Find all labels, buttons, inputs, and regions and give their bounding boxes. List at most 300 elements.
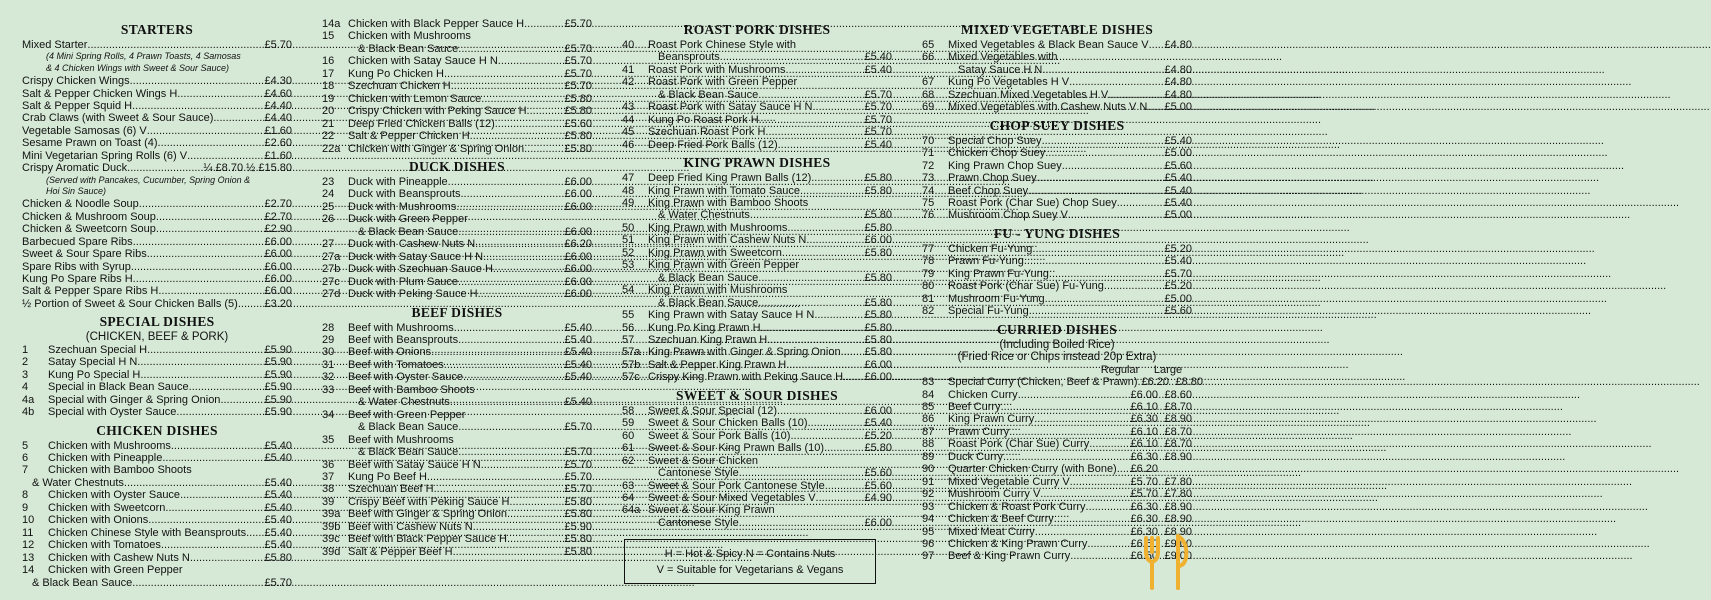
dot-leader <box>1028 185 1164 197</box>
menu-item <box>322 546 592 558</box>
item-name: Szechuan Beef H <box>348 483 434 496</box>
menu-column-1 <box>22 18 292 589</box>
item-number: 84 <box>922 388 935 401</box>
menu-item <box>622 309 892 321</box>
item-price: £5.90 <box>564 520 592 533</box>
item-number: 72 <box>922 159 935 172</box>
item-number: 77 <box>922 242 935 255</box>
menu-item <box>922 255 1192 267</box>
item-number: 97 <box>922 550 935 563</box>
dot-leader <box>220 394 264 406</box>
item-number: 75 <box>922 196 935 209</box>
item-number: 39a <box>322 508 341 521</box>
item-price: £5.90 <box>264 381 292 394</box>
dot-leader <box>187 150 264 162</box>
item-name: Beef with Green Pepper <box>348 408 466 421</box>
item-price: £6.10 <box>1130 425 1158 438</box>
item-number: 73 <box>922 172 935 185</box>
menu-item <box>322 359 592 371</box>
menu-item <box>622 172 892 184</box>
item-price: £5.80 <box>564 495 592 508</box>
item-number: 27a <box>322 250 341 263</box>
item-price: £5.90 <box>264 368 292 381</box>
item-name: Sweet & Sour Chicken <box>648 454 759 467</box>
item-name: Chicken with Onions <box>48 514 149 527</box>
item-name: Beef with Satay Sauce H N <box>348 458 481 471</box>
item-price: £6.00 <box>864 404 892 417</box>
item-price: £5.60 <box>864 467 892 480</box>
item-number: 64 <box>622 491 635 504</box>
item-name: Beef with Cashew Nuts N <box>348 520 473 533</box>
menu-item <box>622 504 892 516</box>
item-price: £2.70 <box>264 198 292 211</box>
item-name: Mixed Meat Curry <box>948 525 1035 538</box>
item-note: & 4 Chicken Wings with Sweet & Sour Sauce) <box>46 63 230 74</box>
dot-leader <box>238 298 265 310</box>
menu-item <box>22 75 292 87</box>
item-name: Kung Po Spare Ribs H <box>22 272 133 285</box>
dot-leader <box>161 539 265 551</box>
item-number: 21 <box>322 117 335 130</box>
menu-item <box>22 502 292 514</box>
menu-item <box>322 176 592 188</box>
menu-item <box>322 118 592 130</box>
menu-item <box>622 405 892 417</box>
menu-item <box>922 451 1192 463</box>
item-price: £5.90 <box>264 393 292 406</box>
item-price: £6.10 <box>1130 401 1158 414</box>
dot-leader <box>483 251 564 263</box>
dot-leader <box>524 143 564 155</box>
menu-item <box>922 185 1192 197</box>
menu-item <box>622 51 892 63</box>
dot-leader <box>790 430 864 442</box>
item-name: Chicken Curry <box>948 388 1018 401</box>
item-price-large: £8.70 <box>1164 438 1192 451</box>
menu-item <box>622 139 892 151</box>
item-number: 40 <box>622 39 635 51</box>
item-price: £5.40 <box>564 396 592 409</box>
dot-leader <box>475 238 564 250</box>
menu-column-4 <box>922 18 1204 563</box>
dot-leader <box>1045 293 1165 305</box>
menu-item <box>22 162 292 174</box>
menu-item <box>22 261 292 273</box>
item-price: £5.80 <box>564 508 592 521</box>
menu-column-2 <box>322 18 592 558</box>
dot-leader <box>1070 550 1130 562</box>
item-name: Sweet & Sour King Prawn Balls (10) <box>648 442 825 455</box>
item-price-large: £8.80 <box>1175 376 1204 389</box>
dot-leader <box>841 346 865 358</box>
item-name: Crispy Beef with Peking Sauce H <box>348 495 510 508</box>
item-name: Chicken with Black Pepper Sauce H <box>348 18 525 30</box>
item-number: 55 <box>622 309 635 322</box>
item-price: £5.70 <box>264 576 292 589</box>
menu-item <box>322 322 592 334</box>
item-name: Szechuan Special H <box>48 343 148 356</box>
menu-item <box>622 517 892 529</box>
menu-item <box>322 105 592 117</box>
item-name: Chicken with Green Pepper <box>48 564 183 577</box>
dot-leader <box>124 477 265 489</box>
item-price: £5.70 <box>564 446 592 459</box>
item-price: £6.00 <box>564 175 592 188</box>
dot-leader <box>1049 268 1165 280</box>
item-price: £5.70 <box>564 18 592 30</box>
menu-item <box>322 421 592 433</box>
dot-leader <box>189 381 265 393</box>
menu-item <box>22 100 292 112</box>
item-number: 34 <box>322 408 335 421</box>
dot-leader <box>481 459 565 471</box>
item-name: Roast Pork (Char Sue) Fu-Yung <box>948 280 1104 293</box>
item-price: £3.20 <box>264 297 292 310</box>
item-price: £6.30 <box>1130 500 1158 513</box>
menu-item <box>322 226 592 238</box>
item-price: £5.70 <box>564 55 592 68</box>
dot-leader <box>1037 172 1165 184</box>
item-price: £5.40 <box>264 539 292 552</box>
item-number: 56 <box>622 321 635 334</box>
item-number: 20 <box>322 105 335 118</box>
dot-leader <box>782 247 865 259</box>
menu-item <box>622 234 892 246</box>
menu-item <box>622 222 892 234</box>
item-name-continued: & Black Bean Sauce <box>658 271 759 284</box>
dot-leader <box>427 471 565 483</box>
dot-leader <box>1029 305 1165 317</box>
item-price: £5.40 <box>1164 184 1192 197</box>
item-name: Chicken & King Prawn Curry <box>948 538 1088 550</box>
item-number: 90 <box>922 463 935 476</box>
item-price-large: £9.00 <box>1164 550 1192 563</box>
menu-item <box>322 143 592 155</box>
item-name: Crispy Chicken Wings <box>22 75 130 88</box>
item-price: £4.60 <box>264 87 292 100</box>
menu-item <box>922 147 1192 159</box>
item-price: £5.70 <box>864 88 892 101</box>
dot-leader <box>1104 280 1165 292</box>
menu-item <box>22 223 292 235</box>
item-name: Mixed Vegetable Curry V <box>948 475 1070 488</box>
section-title-special-dishes: SPECIAL DISHES <box>99 314 215 330</box>
item-price: £5.70 <box>564 67 592 80</box>
menu-item <box>922 389 1192 401</box>
item-price: £5.80 <box>864 172 892 185</box>
menu-item <box>622 480 892 492</box>
dot-leader <box>1062 160 1165 172</box>
menu-item <box>22 381 292 393</box>
item-number: 58 <box>622 404 635 417</box>
dot-leader <box>761 322 865 334</box>
item-price: £5.40 <box>864 63 892 76</box>
item-price: £6.00 <box>564 200 592 213</box>
item-number: 35 <box>322 433 335 446</box>
item-number: 24 <box>322 188 335 201</box>
item-number: 60 <box>622 429 635 442</box>
item-price: £4.30 <box>264 75 292 88</box>
item-name: Roast Pork with Green Pepper <box>648 76 798 89</box>
item-name: Kung Po Special H <box>48 368 141 381</box>
item-number: 23 <box>322 175 335 188</box>
item-name: Beef Curry <box>948 401 1001 414</box>
item-name: Kung Po Vegetables H V <box>948 76 1070 89</box>
item-name: Beef Chop Suey <box>948 184 1029 197</box>
dot-leader <box>495 118 565 130</box>
menu-item <box>922 426 1192 438</box>
item-price: £5.40 <box>1164 255 1192 268</box>
item-price-large: £8.90 <box>1164 525 1192 538</box>
item-name: Spare Ribs with Syrup <box>22 260 131 273</box>
menu-item <box>322 371 592 383</box>
item-name-continued: & Black Bean Sauce <box>32 576 133 589</box>
item-price: £6.10 <box>1130 438 1158 451</box>
menu-item <box>922 64 1192 76</box>
dot-leader <box>139 198 265 210</box>
dot-leader <box>132 100 264 112</box>
item-price: £5.40 <box>264 439 292 452</box>
menu-item <box>922 293 1192 305</box>
item-number: 9 <box>22 501 29 514</box>
menu-item <box>622 185 892 197</box>
section-title-chicken-dishes: CHICKEN DISHES <box>96 422 218 438</box>
item-number: 39 <box>322 495 335 508</box>
dot-leader <box>165 502 264 514</box>
menu-item <box>22 273 292 285</box>
menu-item <box>622 209 892 221</box>
item-price-large: £8.70 <box>1164 401 1192 414</box>
item-name: Sweet & Sour Pork Cantonese Style <box>648 479 825 492</box>
item-number: 44 <box>622 113 635 126</box>
dot-leader <box>176 406 264 418</box>
menu-item <box>622 39 892 51</box>
item-price-large: £8.90 <box>1164 500 1192 513</box>
item-number: 22 <box>322 130 335 143</box>
item-number: 15 <box>322 30 335 43</box>
dot-leader <box>158 285 264 297</box>
dot-leader <box>1032 243 1164 255</box>
dot-leader <box>463 371 565 383</box>
item-number: 70 <box>922 134 935 147</box>
item-price: £4.80 <box>1164 63 1192 76</box>
menu-item <box>622 492 892 504</box>
item-price: £5.40 <box>264 526 292 539</box>
item-number: 45 <box>622 126 635 139</box>
item-price: £6.00 <box>1130 388 1158 401</box>
dot-leader <box>458 43 564 55</box>
item-name: Deep Fried Chicken Balls (12) <box>348 117 495 130</box>
section-title-roast-pork-dishes: ROAST PORK DISHES <box>683 22 831 37</box>
item-price: £6.20 <box>1130 463 1158 476</box>
item-name: Roast Pork (Char Sue) Curry <box>948 438 1090 451</box>
item-name: Mushroom Fu-Yung <box>948 292 1045 305</box>
item-number: 64a <box>622 504 641 517</box>
item-name: King Prawn with Bamboo Shoots <box>648 196 809 209</box>
item-name: Szechuan King Prawn H <box>648 333 768 346</box>
dot-leader <box>131 261 265 273</box>
item-number: 88 <box>922 438 935 451</box>
price-column-headers <box>922 364 1192 377</box>
menu-item <box>622 467 892 479</box>
item-price: £5.40 <box>864 51 892 64</box>
dot-leader <box>156 211 265 223</box>
item-price: £5.70 <box>564 458 592 471</box>
dot-leader <box>1035 526 1131 538</box>
item-name: Sesame Prawn on Toast (4) <box>22 137 158 150</box>
menu-item <box>922 280 1192 292</box>
item-name: Mixed Vegetables & Black Bean Sauce V <box>948 39 1149 51</box>
item-name: King Prawn Curry <box>948 413 1035 426</box>
item-price: £6.00 <box>564 263 592 276</box>
item-name: Duck with Peking Sauce H <box>348 288 478 301</box>
item-price: £6.00 <box>864 516 892 529</box>
item-price: £5.40 <box>264 476 292 489</box>
item-number: 83 <box>922 376 935 389</box>
dot-leader <box>758 89 864 101</box>
item-name: Roast Pork with Mushrooms <box>648 63 786 76</box>
item-number: 54 <box>622 284 635 297</box>
menu-item <box>22 285 292 297</box>
item-name: Salt & Pepper Spare Ribs H <box>22 285 159 298</box>
item-name: Sweet & Sour King Prawn <box>648 504 775 517</box>
menu-item <box>922 305 1192 317</box>
item-price: £5.00 <box>1164 147 1192 160</box>
item-name: Crispy King Prawn with Peking Sauce H <box>648 371 844 384</box>
item-name: Chicken with Lemon Sauce <box>348 92 482 105</box>
item-number: 30 <box>322 346 335 359</box>
item-number: 48 <box>622 184 635 197</box>
item-number: 39d <box>322 545 341 558</box>
item-number: 82 <box>922 305 935 318</box>
item-name: King Prawn with Mushrooms <box>648 284 788 297</box>
dot-leader <box>800 185 864 197</box>
item-price: ¼ £8.70 ½ £15.80 <box>203 162 292 175</box>
item-note: (4 Mini Spring Rolls, 4 Prawn Toasts, 4 Samosas <box>46 51 241 62</box>
menu-item <box>22 577 292 589</box>
item-number: 86 <box>922 413 935 426</box>
item-number: 71 <box>922 147 935 160</box>
item-number: 87 <box>922 425 935 438</box>
dot-leader <box>140 369 264 381</box>
item-number: 61 <box>622 442 635 455</box>
item-name: ½ Portion of Sweet & Sour Chicken Balls (5) <box>22 297 238 310</box>
dot-leader <box>1117 197 1165 209</box>
item-number: 74 <box>922 184 935 197</box>
item-name: Chicken with Cashew Nuts N <box>48 551 190 564</box>
item-number: 67 <box>922 76 935 89</box>
item-price: £6.20 <box>564 238 592 251</box>
item-name: Chicken with Sweetcorn <box>48 501 166 514</box>
item-name: Chicken with Tomatoes <box>48 539 161 552</box>
menu-item <box>322 201 592 213</box>
item-price: £5.70 <box>564 470 592 483</box>
item-name: Beef with Beansprouts <box>348 333 459 346</box>
dot-leader <box>1089 438 1130 450</box>
dot-leader <box>507 533 564 545</box>
item-price: £5.80 <box>864 271 892 284</box>
item-name-continued: & Water Chestnuts <box>358 396 450 409</box>
menu-item <box>22 464 292 476</box>
item-price: £2.60 <box>264 137 292 150</box>
item-name: King Prawn with Tomato Sauce <box>648 184 801 197</box>
item-number: 57a <box>622 346 641 359</box>
price-header: Large <box>1153 363 1183 376</box>
item-price: £6.00 <box>264 272 292 285</box>
item-number: 27d <box>322 288 341 301</box>
item-number: 95 <box>922 525 935 538</box>
item-number: 29 <box>322 333 335 346</box>
item-number: 46 <box>622 138 635 151</box>
menu-item <box>22 150 292 162</box>
menu-item <box>22 236 292 248</box>
item-price-large: £8.90 <box>1164 450 1192 463</box>
item-number: 65 <box>922 39 935 51</box>
menu-item <box>922 513 1192 525</box>
dot-leader <box>1001 401 1131 413</box>
dot-leader <box>473 521 565 533</box>
item-number: 11 <box>22 526 34 539</box>
dot-leader <box>132 577 264 589</box>
menu-item <box>22 440 292 452</box>
item-number: 59 <box>622 417 635 430</box>
dot-leader <box>1040 488 1130 500</box>
dot-leader <box>171 440 265 452</box>
menu-item <box>622 430 892 442</box>
dot-leader <box>787 222 864 234</box>
section-title-king-prawn-dishes: KING PRAWN DISHES <box>683 155 831 171</box>
item-number: 41 <box>622 63 635 76</box>
dot-leader <box>811 172 864 184</box>
item-price: £4.90 <box>864 491 892 504</box>
item-name: Prawn Fu-Yung <box>948 255 1024 268</box>
item-name: Prawn Curry <box>948 425 1010 438</box>
section-title-sweet-sour-dishes: SWEET & SOUR DISHES <box>676 387 838 403</box>
menu-item <box>922 463 1192 475</box>
item-price: £5.40 <box>564 371 592 384</box>
item-price: £5.80 <box>564 130 592 143</box>
item-name: Chicken & Roast Pork Curry <box>948 500 1086 513</box>
menu-item <box>622 114 892 126</box>
item-price: £5.70 <box>864 101 892 114</box>
item-number: 4b <box>22 406 35 419</box>
item-name: Roast Pork with Satay Sauce H N <box>648 101 813 114</box>
item-name: Salt & Pepper Beef H <box>348 545 453 558</box>
item-price: £5.40 <box>564 358 592 371</box>
menu-item <box>622 76 892 88</box>
item-price-large: £8.70 <box>1164 425 1192 438</box>
dot-leader <box>1034 413 1130 425</box>
menu-item <box>922 401 1192 413</box>
item-name: Special with Ginger & Spring Onion <box>48 393 221 406</box>
item-price: £6.30 <box>1130 513 1158 526</box>
menu-item <box>322 334 592 346</box>
item-number: 18 <box>322 80 335 93</box>
item-name: Chicken & Sweetcorn Soup <box>22 223 156 236</box>
item-name: Special Fu-Yung <box>948 305 1029 318</box>
section-subtitle: (CHICKEN, BEEF & PORK) <box>85 331 229 344</box>
item-name-continued: & Black Bean Sauce <box>658 88 759 101</box>
dot-leader <box>1070 476 1131 488</box>
menu-item <box>622 126 892 138</box>
item-price: £5.90 <box>264 343 292 356</box>
menu-item <box>622 371 892 383</box>
item-price: £5.70 <box>1130 475 1158 488</box>
item-name: Beef with Oyster Sauce <box>348 371 463 384</box>
item-price: £5.80 <box>864 184 892 197</box>
dot-leader <box>456 201 564 213</box>
dot-leader <box>786 64 865 76</box>
